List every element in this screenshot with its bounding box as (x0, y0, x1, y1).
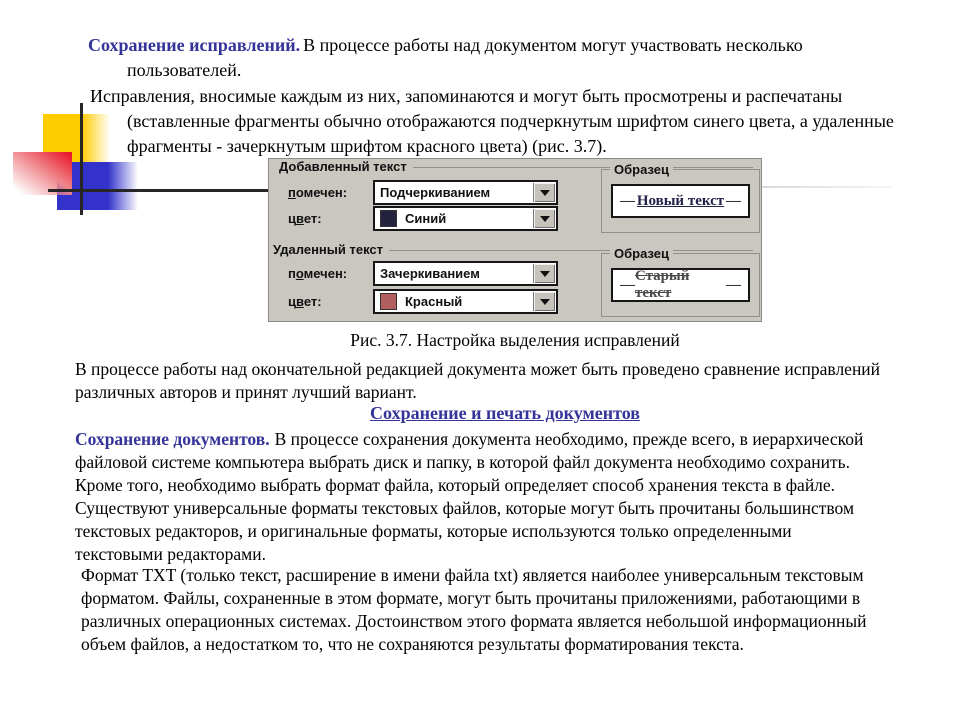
dropdown-arrow-button[interactable] (533, 264, 555, 283)
paragraph-5-line-4: объем файлов, а недостатком то, что не сохраняются результаты форматирования текста. (81, 634, 744, 654)
paragraph-5-line-1: Формат TXT (только текст, расширение в имени файла txt) является наиболее универсальным текстовым (81, 565, 864, 585)
added-color-dropdown[interactable] (373, 206, 558, 231)
deleted-text-group-title: Удаленный текст (273, 242, 384, 257)
dropdown-arrow-button[interactable] (533, 209, 555, 228)
added-sample-title: Образец (610, 162, 673, 177)
added-marked-label: помечен: (288, 185, 348, 200)
section-heading: Сохранение и печать документов (370, 403, 640, 423)
paragraph-4-line-1 (75, 428, 863, 451)
deleted-sample-title: Образец (610, 246, 673, 261)
group-divider-line (389, 250, 753, 251)
paragraph-5-line-2: форматом. Файлы, сохраненные в этом формате, могут быть прочитаны приложениями, работающими в (81, 588, 861, 608)
paragraph-2-line-1: Исправления, вносимые каждым из них, запоминаются и могут быть просмотрены и распечатаны (90, 86, 843, 106)
paragraph-1-lead: Сохранение исправлений. (88, 35, 301, 55)
paragraph-3-line-2: различных авторов и принят лучший вариант. (75, 382, 417, 402)
deleted-sample-box: — Старый текст — (611, 268, 750, 302)
red-color-swatch (380, 293, 397, 310)
paragraph-3-line-1: В процессе работы над окончательной редакцией документа может быть проведено сравнение исправлений (75, 359, 881, 379)
revision-options-dialog-screenshot (268, 158, 762, 322)
group-divider-line (413, 167, 753, 168)
paragraph-4-lead: Сохранение документов. (75, 429, 270, 449)
paragraph-5-line-3: различных операционных системах. Достоинством этого формата является небольшой информационный (81, 611, 867, 631)
decor-horizontal-line (48, 189, 268, 192)
paragraph-1-line-1 (88, 33, 803, 58)
deleted-color-label: цвет: (288, 294, 322, 309)
added-color-value: Синий (405, 211, 447, 226)
chevron-down-icon (540, 271, 550, 277)
paragraph-4-rest: В процессе сохранения документа необходимо, прежде всего, в иерархической (274, 429, 864, 449)
added-marked-dropdown[interactable] (373, 180, 558, 205)
dropdown-arrow-button[interactable] (533, 292, 555, 311)
added-sample-group (601, 162, 760, 233)
decor-horizontal-line-faint (762, 186, 892, 188)
paragraph-5 (81, 564, 867, 656)
paragraph-4-line-6: текстовыми редакторами. (75, 544, 266, 564)
deleted-sample-group (601, 246, 760, 317)
blue-color-swatch (380, 210, 397, 227)
paragraph-4-line-4: Существуют универсальные форматы текстовых файлов, которые могут быть прочитаны большинством (75, 498, 855, 518)
paragraph-4-line-3: Кроме того, необходимо выбрать формат файла, который определяет способ хранения текста в файле. (75, 475, 836, 495)
deleted-marked-value: Зачеркиванием (380, 266, 480, 281)
added-sample-text: Новый текст (636, 192, 725, 209)
paragraph-1-rest: В процессе работы над документом могут участвовать несколько (303, 35, 803, 55)
figure-caption: Рис. 3.7. Настройка выделения исправлений (350, 330, 680, 350)
deleted-marked-label: помечен: (288, 266, 348, 281)
deleted-marked-dropdown[interactable] (373, 261, 558, 286)
chevron-down-icon (540, 299, 550, 305)
paragraph-4-line-5: текстовых редакторов, и оригинальные форматы, которые используются только определенными (75, 521, 792, 541)
paragraph-2-line-2: (вставленные фрагменты обычно отображаются подчеркнутым шрифтом синего цвета, а удаленные (127, 111, 894, 131)
chevron-down-icon (540, 190, 550, 196)
deleted-sample-text: Старый текст (635, 268, 690, 301)
paragraph-2-line-3: фрагменты - зачеркнутым шрифтом красного цвета) (рис. 3.7). (127, 136, 607, 156)
decor-vertical-line (80, 103, 83, 215)
paragraph-4 (75, 428, 863, 566)
added-marked-value: Подчеркиванием (380, 185, 491, 200)
added-text-group-title: Добавленный текст (279, 159, 407, 174)
paragraph-1-line-2: пользователей. (127, 60, 242, 80)
added-color-label: цвет: (288, 211, 322, 226)
deleted-color-dropdown[interactable] (373, 289, 558, 314)
paragraph-4-line-2: файловой системе компьютера выбрать диск и папку, в которой файл документа необходимо сохранить. (75, 452, 851, 472)
paragraph-3 (75, 358, 880, 404)
chevron-down-icon (540, 216, 550, 222)
deleted-color-value: Красный (405, 294, 463, 309)
dropdown-arrow-button[interactable] (533, 183, 555, 202)
added-sample-box: — Новый текст — (611, 184, 750, 218)
